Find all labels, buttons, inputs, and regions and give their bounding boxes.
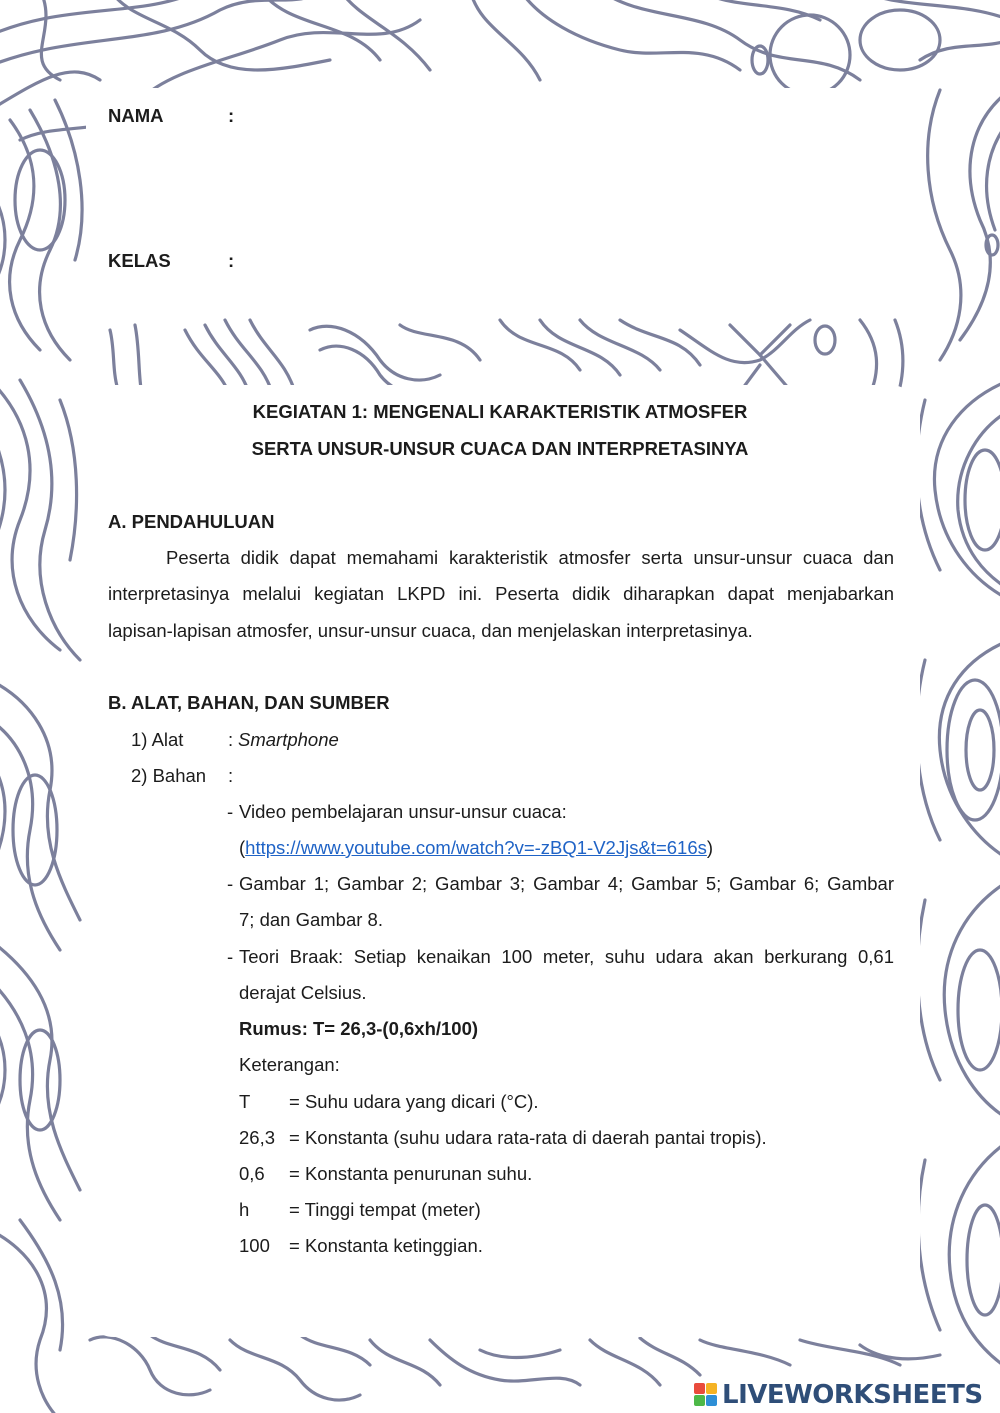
- bullet-dash: -: [227, 946, 234, 967]
- section-a-paragraph-line-3: lapisan-lapisan atmosfer, unsur-unsur cuaca, dan menjelaskan interpretasinya.: [108, 620, 753, 641]
- logo-square-yellow: [706, 1383, 717, 1394]
- bullet-dash: -: [227, 873, 234, 894]
- page-title-line-1: KEGIATAN 1: MENGENALI KARAKTERISTIK ATMOSFER: [252, 401, 748, 422]
- legend-symbol: h: [239, 1199, 250, 1220]
- bullet-dash: -: [227, 801, 234, 822]
- section-a-paragraph-line-1: Peserta didik dapat memahami karakteristik atmosfer serta unsur-unsur cuaca dan: [166, 547, 894, 568]
- legend-desc: = Tinggi tempat (meter): [289, 1199, 481, 1220]
- teori-line-2: derajat Celsius.: [239, 982, 367, 1003]
- bahan-colon: :: [228, 765, 234, 786]
- legend-symbol: 100: [239, 1235, 270, 1256]
- video-link[interactable]: https://www.youtube.com/watch?v=-zBQ1-V2Jjs&t=616s: [245, 837, 707, 858]
- logo-square-green: [694, 1395, 705, 1406]
- page-title-line-2: SERTA UNSUR-UNSUR CUACA DAN INTERPRETASINYA: [251, 438, 749, 459]
- paren-close: ): [706, 837, 714, 858]
- gambar-line-2: 7; dan Gambar 8.: [239, 909, 383, 930]
- kelas-label: KELAS: [108, 250, 171, 271]
- logo-square-red: [694, 1383, 705, 1394]
- bahan-label: 2) Bahan: [131, 765, 207, 786]
- nama-label: NAMA: [108, 105, 164, 126]
- keterangan-label: Keterangan:: [239, 1054, 340, 1075]
- liveworksheets-logo[interactable]: [694, 1380, 983, 1410]
- section-a-heading: A. PENDAHULUAN: [108, 511, 275, 532]
- legend-symbol: T: [239, 1091, 251, 1112]
- section-b-heading: B. ALAT, BAHAN, DAN SUMBER: [108, 692, 390, 713]
- paren-open: (: [239, 837, 246, 858]
- logo-square-blue: [706, 1395, 717, 1406]
- alat-value: Smartphone: [238, 729, 339, 750]
- legend-symbol: 0,6: [239, 1163, 265, 1184]
- name-panel: [86, 88, 918, 316]
- legend-symbol: 26,3: [239, 1127, 276, 1148]
- video-text: Video pembelajaran unsur-unsur cuaca:: [239, 801, 567, 822]
- legend-desc: = Konstanta penurunan suhu.: [289, 1163, 533, 1184]
- teori-line-1: Teori Braak: Setiap kenaikan 100 meter, suhu udara akan berkurang 0,61: [239, 946, 894, 967]
- section-a-paragraph-line-2: interpretasinya melalui kegiatan LKPD ini. Peserta didik diharapkan dapat menjabarkan: [108, 583, 894, 604]
- nama-colon: :: [228, 105, 235, 126]
- gambar-line-1: Gambar 1; Gambar 2; Gambar 3; Gambar 4; Gambar 5; Gambar 6; Gambar: [239, 873, 894, 894]
- rumus-formula: Rumus: T= 26,3-(0,6xh/100): [239, 1018, 479, 1039]
- legend-desc: = Konstanta ketinggian.: [289, 1235, 483, 1256]
- liveworksheets-brand: LIVEWORKSHEETS: [722, 1380, 983, 1410]
- alat-label: 1) Alat: [131, 729, 184, 750]
- liveworksheets-mark-icon: [694, 1383, 718, 1407]
- kelas-colon: :: [228, 250, 235, 271]
- alat-colon: :: [228, 729, 234, 750]
- video-link-line: [239, 836, 713, 860]
- legend-desc: = Konstanta (suhu udara rata-rata di daerah pantai tropis).: [289, 1127, 767, 1148]
- legend-desc: = Suhu udara yang dicari (°C).: [289, 1091, 539, 1112]
